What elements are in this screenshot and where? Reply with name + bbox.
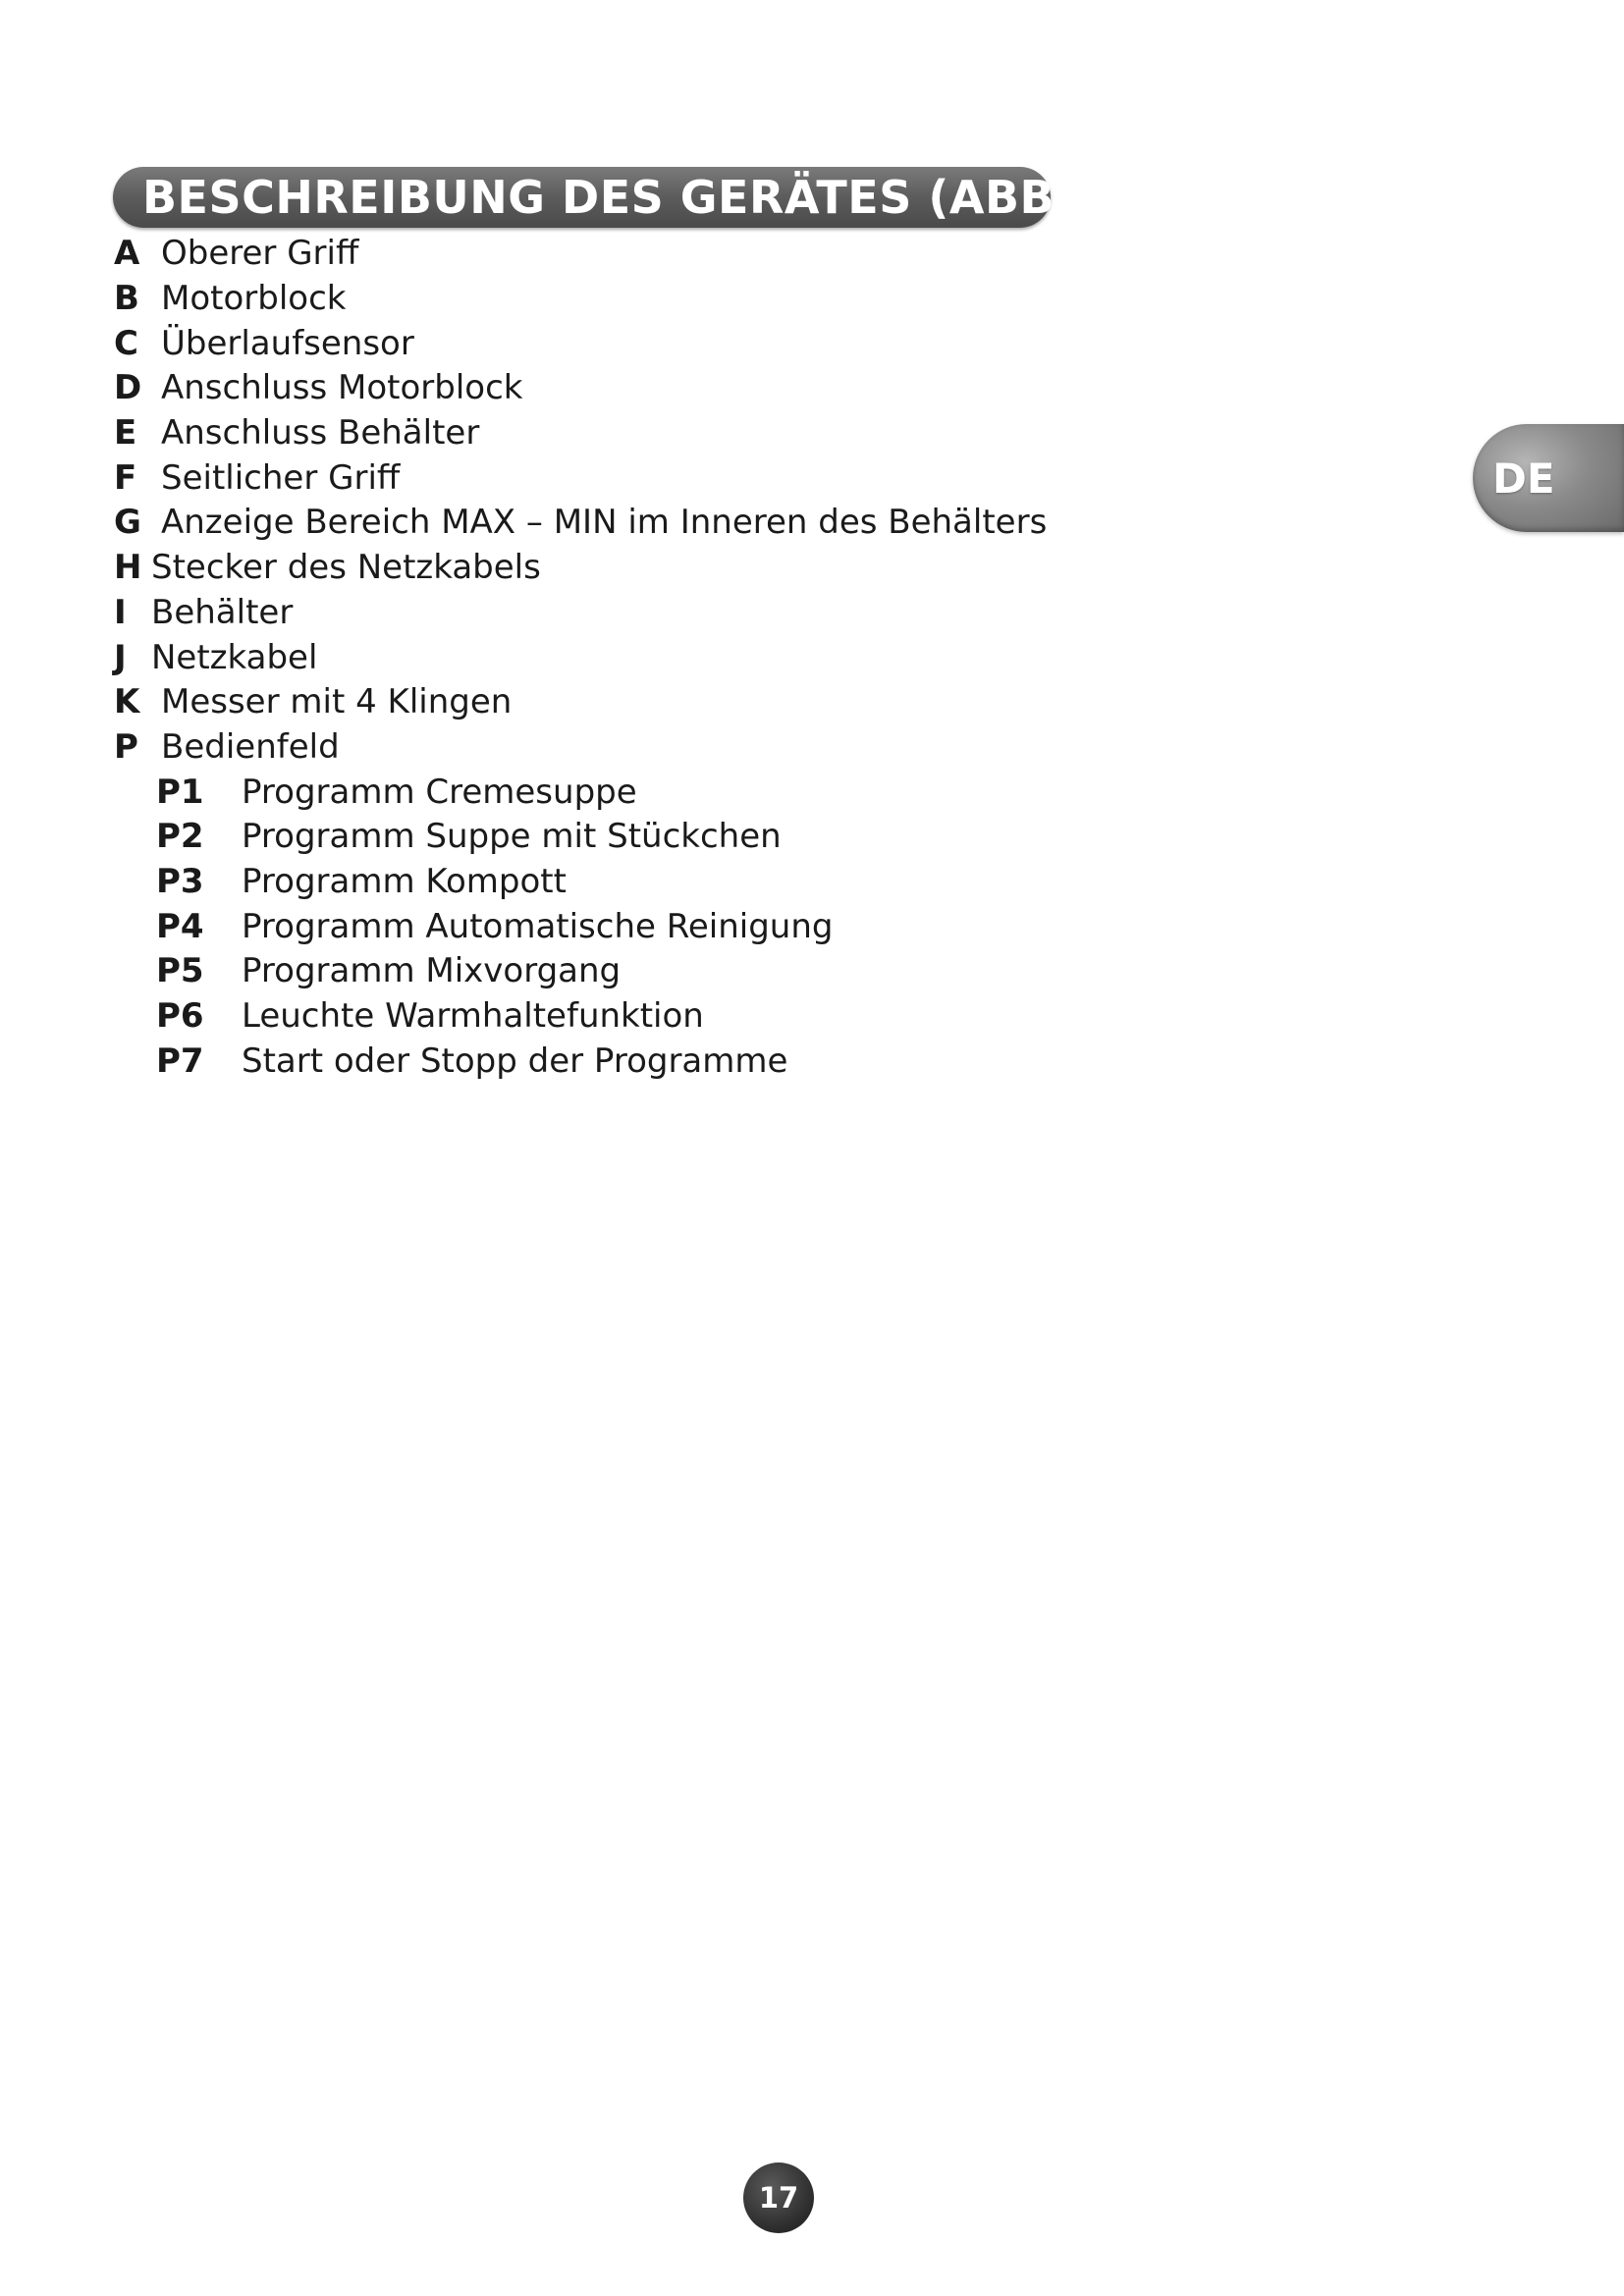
item-letter: J xyxy=(114,637,127,677)
list-item xyxy=(114,591,1096,636)
sub-list-item xyxy=(114,994,1096,1040)
item-text: Messer mit 4 Klingen xyxy=(161,682,513,722)
list-item xyxy=(114,680,1096,725)
page-number-badge xyxy=(743,2163,814,2233)
sub-list-item xyxy=(114,815,1096,860)
subitem-code: P5 xyxy=(156,951,204,991)
language-tab xyxy=(1473,424,1624,532)
item-letter: D xyxy=(114,368,142,408)
subitem-code: P6 xyxy=(156,996,204,1037)
list-item xyxy=(114,411,1096,456)
item-letter: A xyxy=(114,234,140,274)
section-title-bar xyxy=(113,167,1124,228)
item-letter: E xyxy=(114,413,137,454)
list-item xyxy=(114,321,1096,366)
list-item xyxy=(114,635,1096,680)
list-item xyxy=(114,501,1096,546)
sub-list-item xyxy=(114,904,1096,949)
subitem-text: Programm Suppe mit Stückchen xyxy=(242,817,782,857)
item-text: Motorblock xyxy=(161,279,347,319)
subitem-text: Leuchte Warmhaltefunktion xyxy=(242,996,704,1037)
subitem-text: Programm Mixvorgang xyxy=(242,951,622,991)
item-text: Seitlicher Griff xyxy=(161,457,401,498)
subitem-code: P2 xyxy=(156,817,204,857)
section-title: BESCHREIBUNG DES GERÄTES (ABB 1) xyxy=(142,171,1124,224)
sub-list-item xyxy=(114,949,1096,994)
subitem-text: Programm Automatische Reinigung xyxy=(242,906,834,946)
item-letter: K xyxy=(114,682,140,722)
item-letter: I xyxy=(114,592,127,632)
item-text: Anzeige Bereich MAX – MIN im Inneren des Behälters xyxy=(161,503,1048,543)
item-text: Bedienfeld xyxy=(161,726,340,767)
subitem-code: P4 xyxy=(156,906,204,946)
sub-list-item xyxy=(114,860,1096,905)
item-text: Überlaufsensor xyxy=(161,323,414,363)
item-text: Anschluss Behälter xyxy=(161,413,480,454)
list-item xyxy=(114,725,1096,771)
item-letter: G xyxy=(114,503,141,543)
item-letter: C xyxy=(114,323,138,363)
parts-list xyxy=(114,232,1096,1084)
list-item xyxy=(114,546,1096,591)
subitem-text: Programm Kompott xyxy=(242,861,567,901)
item-text: Netzkabel xyxy=(151,637,318,677)
subitem-code: P3 xyxy=(156,861,204,901)
item-letter: P xyxy=(114,726,138,767)
language-label: DE xyxy=(1492,454,1555,503)
subitem-code: P7 xyxy=(156,1041,204,1081)
item-text: Oberer Griff xyxy=(161,234,359,274)
subitem-text: Programm Cremesuppe xyxy=(242,772,637,812)
item-text: Behälter xyxy=(151,592,294,632)
list-item xyxy=(114,455,1096,501)
list-item xyxy=(114,366,1096,411)
page-number: 17 xyxy=(758,2181,799,2215)
list-item xyxy=(114,232,1096,277)
item-letter: B xyxy=(114,279,139,319)
subitem-code: P1 xyxy=(156,772,204,812)
item-text: Anschluss Motorblock xyxy=(161,368,523,408)
item-letter: F xyxy=(114,457,137,498)
list-item xyxy=(114,277,1096,322)
subitem-text: Start oder Stopp der Programme xyxy=(242,1041,788,1081)
item-letter: H xyxy=(114,548,142,588)
item-text: Stecker des Netzkabels xyxy=(151,548,541,588)
sub-list-item xyxy=(114,770,1096,815)
sub-list-item xyxy=(114,1039,1096,1084)
